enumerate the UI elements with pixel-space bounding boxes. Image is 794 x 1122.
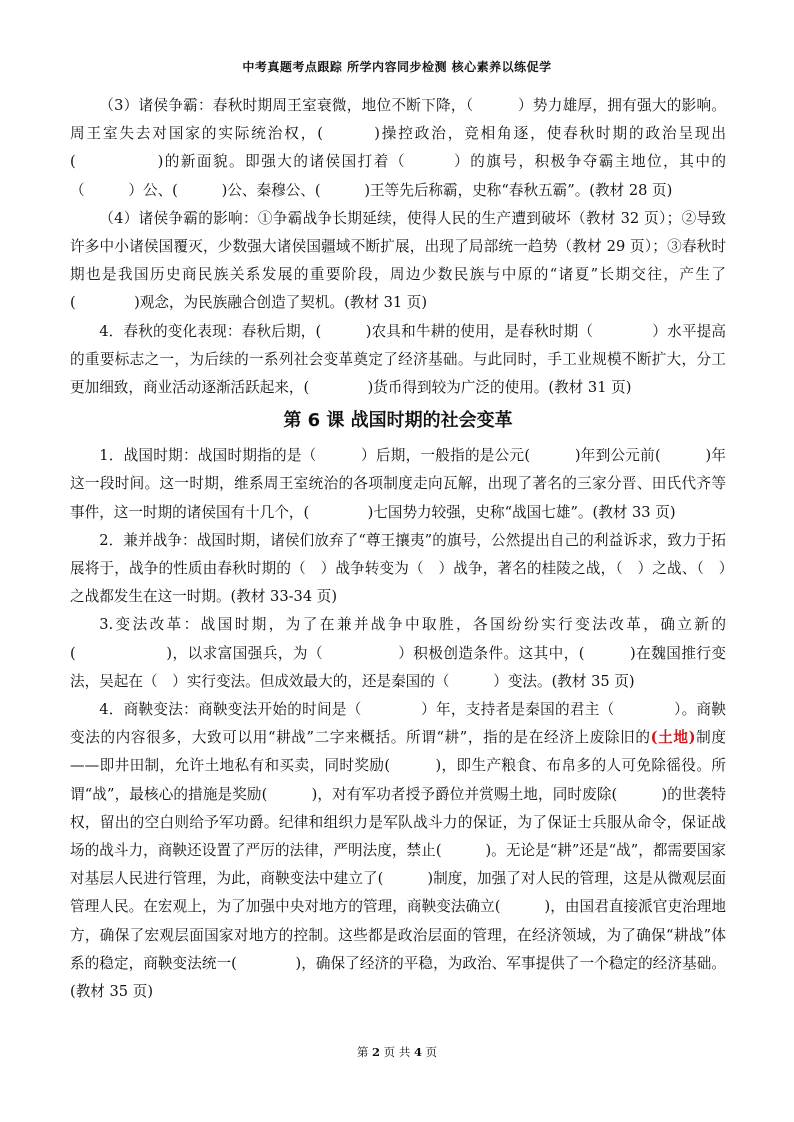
- page-content: [70, 92, 726, 1006]
- paragraph-warring-states-period: 1．战国时期：战国时期指的是（ ）后期，一般指的是公元( )年到公元前( )年这一段时间。这一时期，维系周王室统治的各项制度走向瓦解，出现了著名的三家分晋、田氏代齐等事件，这一时期的诸侯国有十几个，( )七国势力较强，史称“战国七雄”。(教材 33 页): [70, 447, 726, 521]
- paragraph-shang-yang-reform: [70, 696, 726, 1006]
- paragraph-spring-autumn-changes: 4．春秋的变化表现：春秋后期，( )农具和牛耕的使用，是春秋时期（ ）水平提高的重要标志之一，为后续的一系列社会变革奠定了经济基础。与此同时，手工业规模不断扩大，分工更加细致，商业活动逐渐活跃起来，( )货币得到较为广泛的使用。(教材 31 页): [70, 322, 726, 397]
- lesson-title: 第 6 课 战国时期的社会变革: [283, 410, 513, 432]
- shang-yang-text-after: 制度——即井田制，允许土地私有和买卖，同时奖励( )，即生产粮食、布帛多的人可免除徭役。所谓“战”，最核心的措施是奖励( )，对有军功者授予爵位并赏赐土地，同时废除( )的世袭特权，留出的空白则给予军功爵。纪律和组织力是军队战斗力的保证，为了保证士兵服从命令，保证战场的战斗力，商鞅还设置了严厉的法律，严明法度，禁止( )。无论是“耕”还是“战”，都需要国家对基层人民进行管理，为此，商鞅变法中建立了( )制度，加强了对人民的管理，这是从微观层面管理人民。在宏观上，为了加强中央对地方的管理，商鞅变法确立( )，由国君直接派官吏治理地方，确保了宏观层面国家对地方的控制。这些都是政治层面的管理，在经济领域，为了确保“耕战”体系的稳定，商鞅变法统一( )，确保了经济的平稳，为政治、军事提供了一个稳定的经济基础。(教材 35 页): [70, 729, 726, 1001]
- footer-post: 页: [422, 1045, 438, 1059]
- page-footer: [0, 1044, 794, 1060]
- footer-page-number: 2: [372, 1045, 381, 1059]
- shang-yang-text-before: 4．商鞅变法：商鞅变法开始的时间是（ ）年，支持者是秦国的君主（ ）。商鞅变法的内容很多，大致可以用“耕战”二字来概括。所谓“耕”，指的是在经济上废除旧的: [70, 701, 726, 747]
- page-header: 中考真题考点跟踪 所学内容同步检测 核心素养以练促学: [242, 60, 552, 74]
- paragraph-hegemony: （3）诸侯争霸：春秋时期周王室衰微，地位不断下降，（ ）势力雄厚，拥有强大的影响。周王室失去对国家的实际统治权，( )操控政治，竞相角逐，使春秋时期的政治呈现出( )的新面貌。即强大的诸侯国打着（ ）的旗号，积极争夺霸主地位，其中的（ ）公、( )公、秦穆公、( )王等先后称霸，史称“春秋五霸”。(教材 28 页): [70, 97, 727, 199]
- footer-total-pages: 4: [413, 1045, 422, 1059]
- footer-pre: 第: [356, 1045, 372, 1059]
- paragraph-annexation-wars: 2．兼并战争：战国时期，诸侯们放弃了“尊王攘夷”的旗号，公然提出自己的利益诉求，致力于拓展将于，战争的性质由春秋时期的（ ）战争转变为（ ）战争，著名的桂陵之战，（ ）之战、（ ）之战都发生在这一时期。(教材 33-34 页): [70, 531, 726, 606]
- paragraph-hegemony-impact: （4）诸侯争霸的影响：①争霸战争长期延续，使得人民的生产遭到破坏（教材 32 页）；②导致许多中小诸侯国覆灭，少数强大诸侯国疆域不断扩展，出现了局部统一趋势（教材 29 页）；③春秋时期也是我国历史商民族关系发展的重要阶段，周边少数民族与中原的“诸夏”长期交往，产生了( )观念，为民族融合创造了契机。(教材 31 页): [70, 209, 726, 312]
- filled-answer: (土地): [650, 729, 696, 747]
- footer-mid: 页 共: [380, 1045, 414, 1059]
- paragraph-reforms: 3.变法改革：战国时期，为了在兼并战争中取胜，各国纷纷实行变法改革，确立新的( )，以求富国强兵，为（ ）积极创造条件。这其中，( )在魏国推行变法，吴起在（ ）实行变法。但成效最大的，还是秦国的（ ）变法。(教材 35 页): [70, 616, 726, 690]
